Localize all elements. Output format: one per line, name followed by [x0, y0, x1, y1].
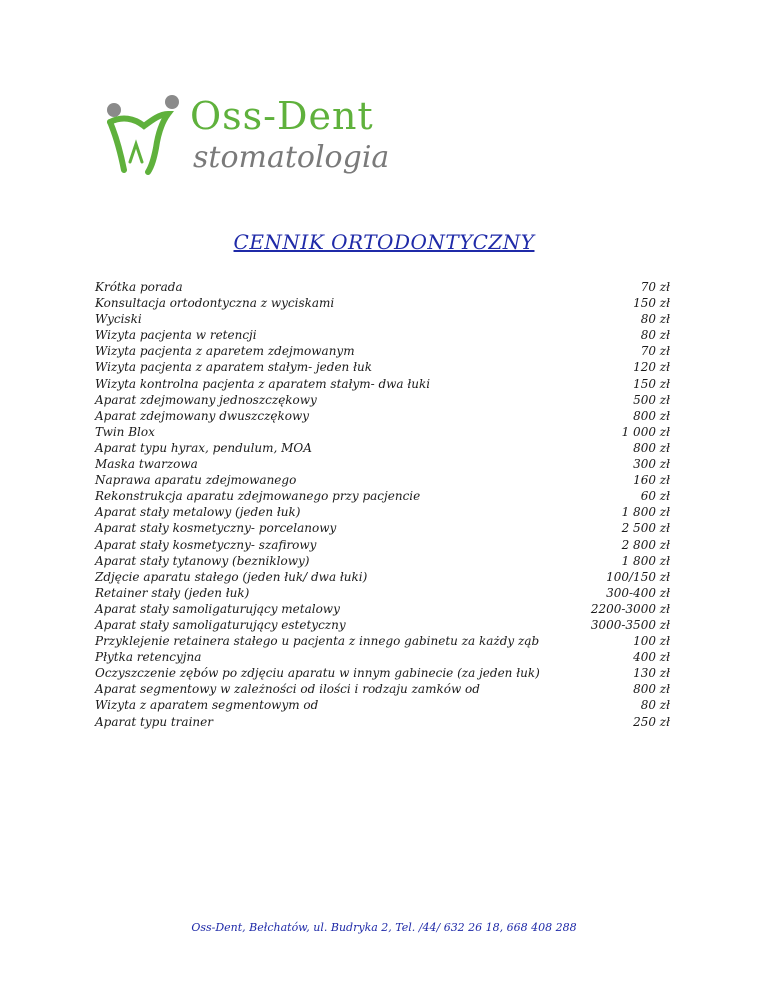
item-name: Retainer stały (jeden łuk): [95, 585, 250, 600]
list-item: [95, 424, 670, 440]
item-name: Aparat zdejmowany jednoszczękowy: [95, 392, 317, 407]
list-item: [95, 295, 670, 311]
list-item: [95, 633, 670, 649]
list-item: [95, 279, 670, 295]
item-price: 300 zł: [633, 457, 670, 472]
list-item: [95, 601, 670, 617]
item-name: Aparat segmentowy w zależności od ilości i rodzaju zamków od: [95, 682, 480, 697]
item-price: 80 zł: [640, 328, 670, 343]
list-item: [95, 392, 670, 408]
item-price: 100/150 zł: [606, 569, 670, 584]
item-price: 160 zł: [633, 473, 670, 488]
list-item: [95, 456, 670, 472]
brand-name: Oss-Dent: [190, 94, 374, 138]
item-price: 70 zł: [640, 280, 670, 294]
item-price: 3000-3500 zł: [590, 617, 670, 632]
item-price: 1 800 zł: [621, 553, 670, 568]
list-item: [95, 472, 670, 488]
item-price: 80 zł: [640, 698, 670, 713]
page-title: CENNIK ORTODONTYCZNY: [233, 230, 535, 254]
tooth-icon: [100, 92, 188, 182]
item-name: Wizyta pacjenta w retencji: [95, 328, 257, 343]
item-price: 1 800 zł: [621, 505, 670, 520]
item-name: Naprawa aparatu zdejmowanego: [95, 473, 297, 488]
item-name: Oczyszczenie zębów po zdjęciu aparatu w innym gabinecie (za jeden łuk): [95, 666, 540, 681]
item-price: 130 zł: [633, 666, 670, 681]
item-price: 300-400 zł: [606, 585, 670, 600]
list-item: [95, 649, 670, 665]
list-item: [95, 488, 670, 504]
list-item: [95, 569, 670, 585]
item-price: 2 500 zł: [621, 521, 670, 536]
list-item: [95, 585, 670, 601]
item-name: Zdjęcie aparatu stałego (jeden łuk/ dwa łuki): [95, 569, 368, 584]
item-price: 800 zł: [633, 440, 670, 455]
item-name: Wizyta z aparatem segmentowym od: [95, 698, 319, 713]
item-price: 2200-3000 zł: [590, 601, 670, 616]
item-price: 400 zł: [633, 650, 670, 665]
item-name: Płytka retencyjna: [95, 650, 202, 665]
item-name: Krótka porada: [95, 280, 183, 294]
list-item: [95, 408, 670, 424]
item-name: Aparat typu trainer: [95, 714, 213, 729]
item-price: 1 000 zł: [621, 424, 670, 439]
item-name: Aparat stały samoligaturujący metalowy: [95, 601, 340, 616]
item-price: 70 zł: [640, 344, 670, 359]
list-item: [95, 714, 670, 730]
item-price: 2 800 zł: [621, 537, 670, 552]
item-name: Wyciski: [95, 312, 142, 327]
item-price: 800 zł: [633, 682, 670, 697]
item-name: Konsultacja ortodontyczna z wyciskami: [95, 296, 335, 311]
item-name: Przyklejenie retainera stałego u pacjenta z innego gabinetu za każdy ząb: [95, 634, 540, 649]
list-item: [95, 697, 670, 713]
logo: [100, 92, 390, 182]
item-price: 800 zł: [633, 408, 670, 423]
item-name: Aparat stały metalowy (jeden łuk): [95, 505, 301, 520]
list-item: [95, 376, 670, 392]
item-price: 150 zł: [633, 376, 670, 391]
list-item: [95, 665, 670, 681]
item-name: Aparat stały kosmetyczny- szafirowy: [95, 537, 317, 552]
item-price: 120 zł: [633, 360, 670, 375]
item-price: 100 zł: [633, 634, 670, 649]
list-item: [95, 617, 670, 633]
list-item: [95, 359, 670, 375]
list-item: [95, 343, 670, 359]
list-item: [95, 681, 670, 697]
price-list: [95, 279, 670, 730]
item-name: Twin Blox: [95, 424, 155, 439]
list-item: [95, 553, 670, 569]
item-name: Wizyta pacjenta z aparetem zdejmowanym: [95, 344, 355, 359]
item-name: Aparat stały samoligaturujący estetyczny: [95, 617, 346, 632]
item-price: 80 zł: [640, 312, 670, 327]
item-name: Aparat stały kosmetyczny- porcelanowy: [95, 521, 337, 536]
item-name: Aparat stały tytanowy (bezniklowy): [95, 553, 310, 568]
list-item: [95, 504, 670, 520]
list-item: [95, 537, 670, 553]
item-name: Wizyta pacjenta z aparatem stałym- jeden łuk: [95, 360, 372, 375]
item-price: 60 zł: [640, 489, 670, 504]
item-price: 250 zł: [633, 714, 670, 729]
item-price: 150 zł: [633, 296, 670, 311]
item-name: Rekonstrukcja aparatu zdejmowanego przy pacjencie: [95, 489, 421, 504]
brand-tagline: stomatologia: [193, 140, 390, 175]
list-item: [95, 520, 670, 536]
list-item: [95, 327, 670, 343]
item-name: Maska twarzowa: [95, 457, 198, 472]
footer-address: Oss-Dent, Bełchatów, ul. Budryka 2, Tel. /44/ 632 26 18, 668 408 288: [191, 921, 577, 934]
list-item: [95, 311, 670, 327]
item-name: Aparat typu hyrax, pendulum, MOA: [95, 440, 312, 455]
list-item: [95, 440, 670, 456]
item-price: 500 zł: [633, 392, 670, 407]
item-name: Aparat zdejmowany dwuszczękowy: [95, 408, 310, 423]
item-name: Wizyta kontrolna pacjenta z aparatem stałym- dwa łuki: [95, 376, 431, 391]
